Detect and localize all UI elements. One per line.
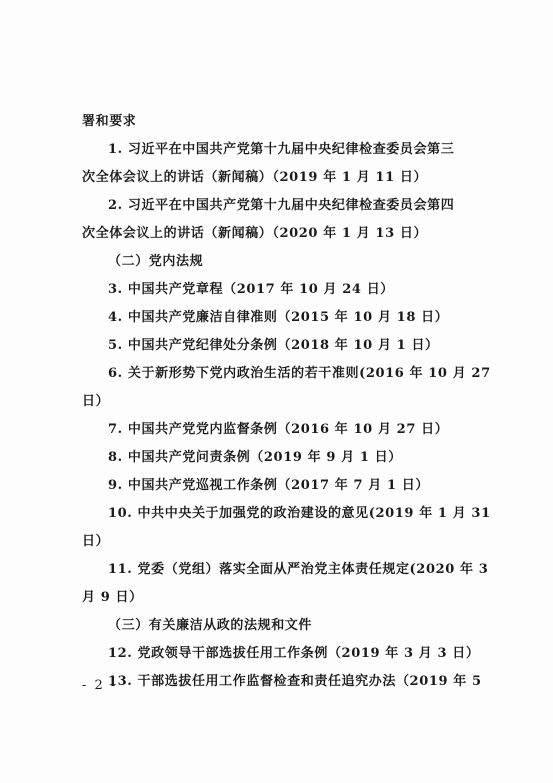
text-line: 7. 中国共产党党内监督条例（2016 年 10 月 27 日） xyxy=(108,422,449,437)
text-line: 1. 习近平在中国共产党第十九届中央纪律检查委员会第三 xyxy=(108,142,455,157)
page-number: - 2 - xyxy=(82,678,118,693)
text-line: 4. 中国共产党廉洁自律准则（2015 年 10 月 18 日） xyxy=(108,310,449,325)
text-line: 3. 中国共产党章程（2017 年 10 月 24 日） xyxy=(108,282,394,297)
text-line: 11. 党委（党组）落实全面从严治党主体责任规定(2020 年 3 xyxy=(108,562,489,577)
document-body xyxy=(82,108,491,696)
text-line: 署和要求 xyxy=(82,114,137,129)
text-line: 次全体会议上的讲话（新闻稿）（2019 年 1 月 11 日） xyxy=(82,170,428,185)
text-line: 5. 中国共产党纪律处分条例（2018 年 10 月 1 日） xyxy=(108,338,439,353)
text-line: 10. 中共中央关于加强党的政治建设的意见(2019 年 1 月 31 xyxy=(108,506,491,521)
text-line: 月 9 日） xyxy=(82,590,143,605)
text-line: 6. 关于新形势下党内政治生活的若干准则(2016 年 10 月 27 xyxy=(108,366,491,381)
text-line: 8. 中国共产党问责条例（2019 年 9 月 1 日） xyxy=(108,450,402,465)
text-line: 2. 习近平在中国共产党第十九届中央纪律检查委员会第四 xyxy=(108,198,455,213)
section-heading: （二）党内法规 xyxy=(108,254,204,269)
text-line: 12. 党政领导干部选拔任用工作条例（2019 年 3 月 3 日） xyxy=(108,646,480,661)
text-line: 次全体会议上的讲话（新闻稿）（2020 年 1 月 13 日） xyxy=(82,226,428,241)
section-heading: （三）有关廉洁从政的法规和文件 xyxy=(108,618,313,633)
text-line: 日） xyxy=(82,394,110,409)
text-line: 日） xyxy=(82,534,110,549)
text-line: 13. 干部选拔任用工作监督检查和责任追究办法（2019 年 5 xyxy=(108,674,482,689)
text-line: 9. 中国共产党巡视工作条例（2017 年 7 月 1 日） xyxy=(108,478,429,493)
